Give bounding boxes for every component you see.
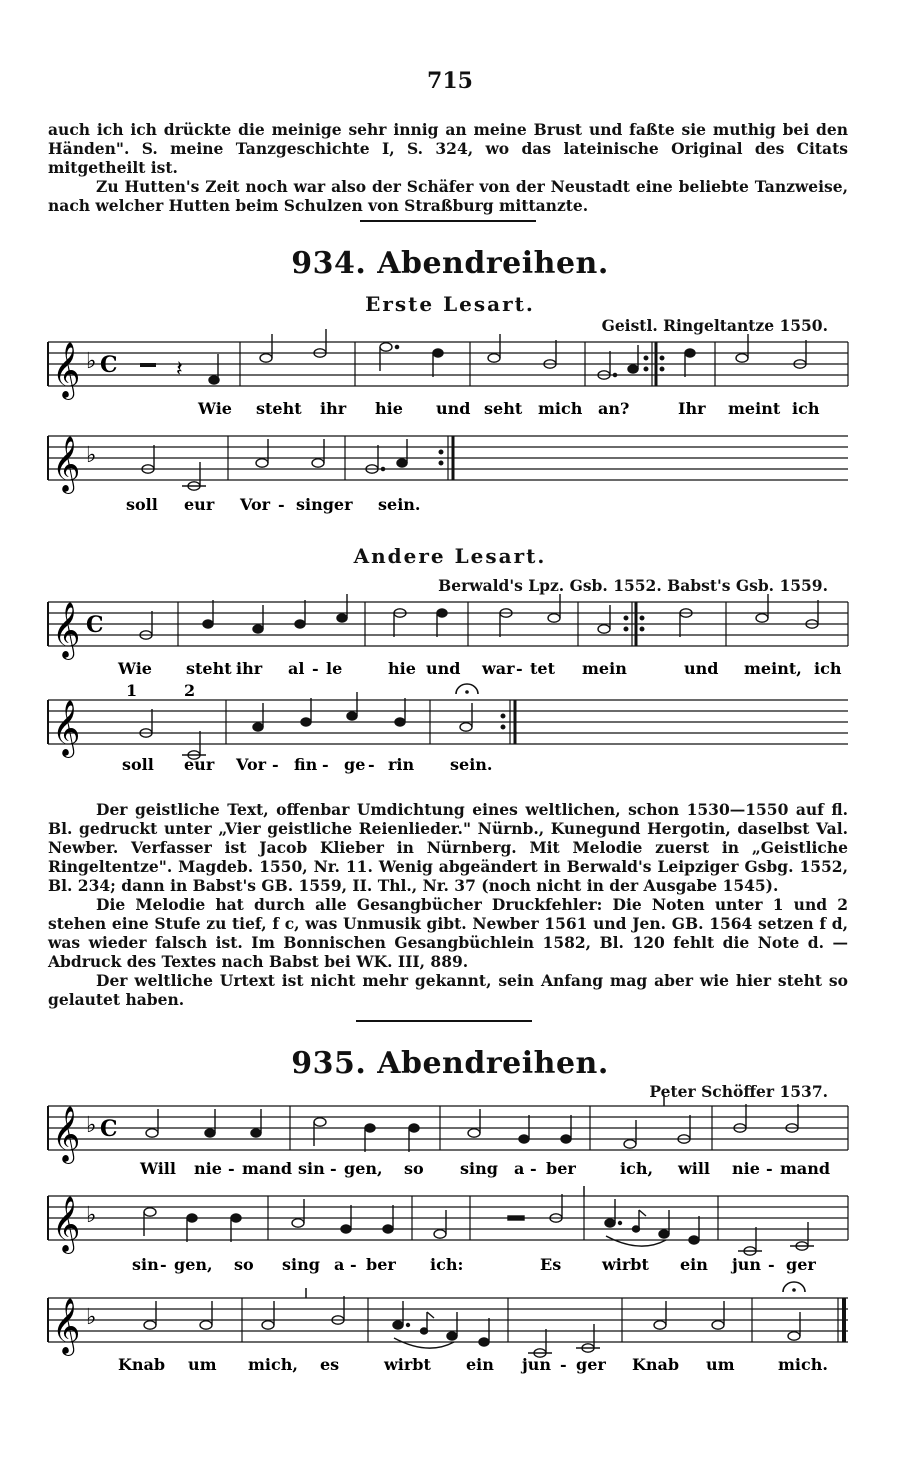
intro-text <box>48 120 848 215</box>
lyric-syllable: - <box>272 755 279 774</box>
lyric-syllable: ge <box>344 755 366 774</box>
lyric-syllable: eur <box>184 755 215 774</box>
music-staff-935-line3 <box>0 1284 900 1380</box>
treble-clef-icon: 𝄞 <box>52 342 81 398</box>
lyric-syllable: gen, <box>344 1159 383 1178</box>
lyric-syllable: so <box>234 1255 254 1274</box>
lyric-syllable: - <box>368 755 375 774</box>
lyric-syllable: Vor <box>236 755 267 774</box>
lyric-syllable: jun <box>522 1355 552 1374</box>
lyric-syllable: - <box>330 1159 337 1178</box>
lyric-syllable: und <box>684 659 719 678</box>
lyric-syllable: jun <box>732 1255 762 1274</box>
lyric-syllable: meint <box>728 399 781 418</box>
lyric-syllable: Ihr <box>678 399 706 418</box>
lyric-syllable: hie <box>388 659 416 678</box>
lyric-syllable: und <box>436 399 471 418</box>
lyric-syllable: seht <box>484 399 523 418</box>
song-935-title: 935. Abendreihen. <box>291 1046 609 1081</box>
slur-icon <box>606 1236 666 1246</box>
lyric-syllable: ihr <box>320 399 347 418</box>
lyric-syllable: nie <box>732 1159 760 1178</box>
lyric-syllable: eur <box>184 495 215 514</box>
lyric-syllable: ein <box>466 1355 494 1374</box>
lyric-syllable: mand <box>242 1159 293 1178</box>
music-staff-935-line2 <box>0 1190 900 1280</box>
lyric-syllable: nie <box>194 1159 222 1178</box>
lyric-syllable: a <box>334 1255 345 1274</box>
common-time-icon: C <box>100 1116 118 1142</box>
commentary-paragraph-1: Der geistliche Text, offenbar Umdichtung eines weltlichen, schon 1530—1550 auf fl. Bl. gedruckt unter „Vier geistliche Reienlieder." Nürnb., Kunegund Hergotin, daselbst Val. Newber. Verfasser ist Jacob Klieber in Nürnberg. Mit Melodie zuerst in „Geistliche Ringeltentze". Magdeb. 1550, Nr. 11. Wenig abgeändert in Berwald's Leipziger Gsbg. 1552, Bl. 234; dann in Babst's GB. 1559, II. Thl., Nr. 37 (noch nicht in der Ausgabe 1545). <box>48 800 848 895</box>
treble-clef-icon: 𝄞 <box>52 602 81 658</box>
lyric-syllable: ich: <box>430 1255 464 1274</box>
lyric-syllable: mein <box>582 659 627 678</box>
lyric-syllable: so <box>404 1159 424 1178</box>
variant-1-heading: Erste Lesart. <box>365 292 535 316</box>
lyric-syllable: sin <box>298 1159 325 1178</box>
intro-paragraph-1: auch ich ich drückte die meinige sehr innig an meine Brust und faßte sie muthig bei den Händen". S. meine Tanzgeschichte I, S. 324, wo das lateinische Original des Citats mitgetheilt ist. <box>48 120 848 177</box>
treble-clef-icon: 𝄞 <box>52 700 81 756</box>
lyric-syllable: steht <box>256 399 302 418</box>
music-staff-935-line1 <box>0 1100 900 1186</box>
lyric-syllable: gen, <box>174 1255 213 1274</box>
lyric-syllable: ein <box>680 1255 708 1274</box>
lyric-syllable: und <box>426 659 461 678</box>
music-staff-934-v2-line1 <box>0 596 900 686</box>
lyric-syllable: le <box>326 659 343 678</box>
lyric-syllable: Es <box>540 1255 562 1274</box>
quarter-rest-icon: 𝄽 <box>176 357 183 382</box>
flat-icon: ♭ <box>86 348 97 374</box>
lyric-syllable: mich <box>538 399 583 418</box>
lyric-syllable: tet <box>530 659 555 678</box>
lyric-syllable: ber <box>366 1255 396 1274</box>
page-number: 715 <box>427 68 473 94</box>
lyric-syllable: - <box>322 755 329 774</box>
lyric-syllable: Knab <box>118 1355 166 1374</box>
lyric-syllable: Will <box>140 1159 176 1178</box>
lyric-syllable: - <box>530 1159 537 1178</box>
lyric-syllable: - <box>766 1159 773 1178</box>
lyric-syllable: - <box>228 1159 235 1178</box>
lyric-syllable: - <box>278 495 285 514</box>
half-rest-icon <box>140 363 156 367</box>
lyric-syllable: sein. <box>450 755 493 774</box>
song-934-commentary <box>48 800 848 1009</box>
lyric-syllable: Knab <box>632 1355 680 1374</box>
lyric-syllable: mand <box>780 1159 831 1178</box>
lyric-syllable: ber <box>546 1159 576 1178</box>
treble-clef-icon: 𝄞 <box>52 436 81 492</box>
lyric-syllable: - <box>516 659 523 678</box>
lyric-syllable: sin <box>132 1255 159 1274</box>
lyric-syllable: rin <box>388 755 415 774</box>
lyric-syllable: ger <box>786 1255 816 1274</box>
lyric-syllable: es <box>320 1355 340 1374</box>
lyric-syllable: al <box>288 659 305 678</box>
note-marker: 2 <box>184 681 196 700</box>
song-935-source: Peter Schöffer 1537. <box>649 1082 828 1101</box>
half-rest-icon <box>508 1216 524 1220</box>
variant-1-source: Geistl. Ringeltantze 1550. <box>601 316 828 335</box>
common-time-icon: C <box>100 352 118 378</box>
lyric-syllable: sing <box>460 1159 498 1178</box>
flat-icon: ♭ <box>86 1202 97 1228</box>
section-divider <box>356 1020 532 1022</box>
lyric-syllable: ich <box>792 399 820 418</box>
lyric-syllable: will <box>678 1159 711 1178</box>
lyric-syllable: meint, <box>744 659 802 678</box>
commentary-paragraph-2: Die Melodie hat durch alle Gesangbücher Druckfehler: Die Noten unter 1 und 2 stehen eine Stufe zu tief, f c, was Unmusik gibt. Newber 1561 und Jen. GB. 1564 setzen f d, was wieder falsch ist. Im Bonnischen Gesangbüchlein 1582, Bl. 120 fehlt die Note d. — Abdruck des Textes nach Babst bei WK. III, 889. <box>48 895 848 971</box>
treble-clef-icon: 𝄞 <box>52 1298 81 1354</box>
music-staff-934-v2-line2 <box>0 682 900 778</box>
commentary-paragraph-3: Der weltliche Urtext ist nicht mehr gekannt, sein Anfang mag aber wie hier steht so gelautet haben. <box>48 971 848 1009</box>
lyric-syllable: sein. <box>378 495 421 514</box>
lyric-syllable: a <box>514 1159 525 1178</box>
music-staff-934-v1-line2 <box>0 430 900 520</box>
lyric-syllable: fin <box>294 755 318 774</box>
lyric-syllable: wirbt <box>384 1355 431 1374</box>
lyric-syllable: wirbt <box>602 1255 649 1274</box>
lyric-syllable: um <box>706 1355 735 1374</box>
lyric-syllable: an? <box>598 399 630 418</box>
lyric-syllable: ger <box>576 1355 606 1374</box>
lyric-syllable: Vor <box>240 495 271 514</box>
slur-icon <box>394 1338 454 1348</box>
lyric-syllable: - <box>312 659 319 678</box>
lyric-syllable: mich, <box>248 1355 298 1374</box>
lyric-syllable: mich. <box>778 1355 828 1374</box>
lyric-syllable: hie <box>375 399 403 418</box>
flat-icon: ♭ <box>86 442 97 468</box>
music-staff-934-v1-line1 <box>0 336 900 426</box>
lyric-syllable: - <box>350 1255 357 1274</box>
lyric-syllable: ihr <box>236 659 263 678</box>
lyric-syllable: war <box>482 659 515 678</box>
flat-icon: ♭ <box>86 1304 97 1330</box>
lyric-syllable: Wie <box>198 399 232 418</box>
treble-clef-icon: 𝄞 <box>52 1106 81 1162</box>
lyric-syllable: Wie <box>118 659 152 678</box>
lyric-syllable: um <box>188 1355 217 1374</box>
lyric-syllable: soll <box>126 495 158 514</box>
section-divider <box>360 220 536 222</box>
lyric-syllable: - <box>560 1355 567 1374</box>
lyric-syllable: - <box>160 1255 167 1274</box>
variant-2-source: Berwald's Lpz. Gsb. 1552. Babst's Gsb. 1559. <box>438 576 828 595</box>
lyric-syllable: ich, <box>620 1159 654 1178</box>
lyric-syllable: singer <box>296 495 353 514</box>
lyric-syllable: soll <box>122 755 154 774</box>
lyric-syllable: - <box>768 1255 775 1274</box>
lyric-syllable: sing <box>282 1255 320 1274</box>
note-marker: 1 <box>126 681 138 700</box>
intro-paragraph-2: Zu Hutten's Zeit noch war also der Schäfer von der Neustadt eine beliebte Tanzweise, nach welcher Hutten beim Schulzen von Straßburg mittanzte. <box>48 177 848 215</box>
song-934-title: 934. Abendreihen. <box>291 246 609 281</box>
flat-icon: ♭ <box>86 1112 97 1138</box>
variant-2-heading: Andere Lesart. <box>353 544 547 568</box>
lyric-syllable: steht <box>186 659 232 678</box>
treble-clef-icon: 𝄞 <box>52 1196 81 1252</box>
common-time-icon: C <box>86 612 104 638</box>
lyric-syllable: ich <box>814 659 842 678</box>
